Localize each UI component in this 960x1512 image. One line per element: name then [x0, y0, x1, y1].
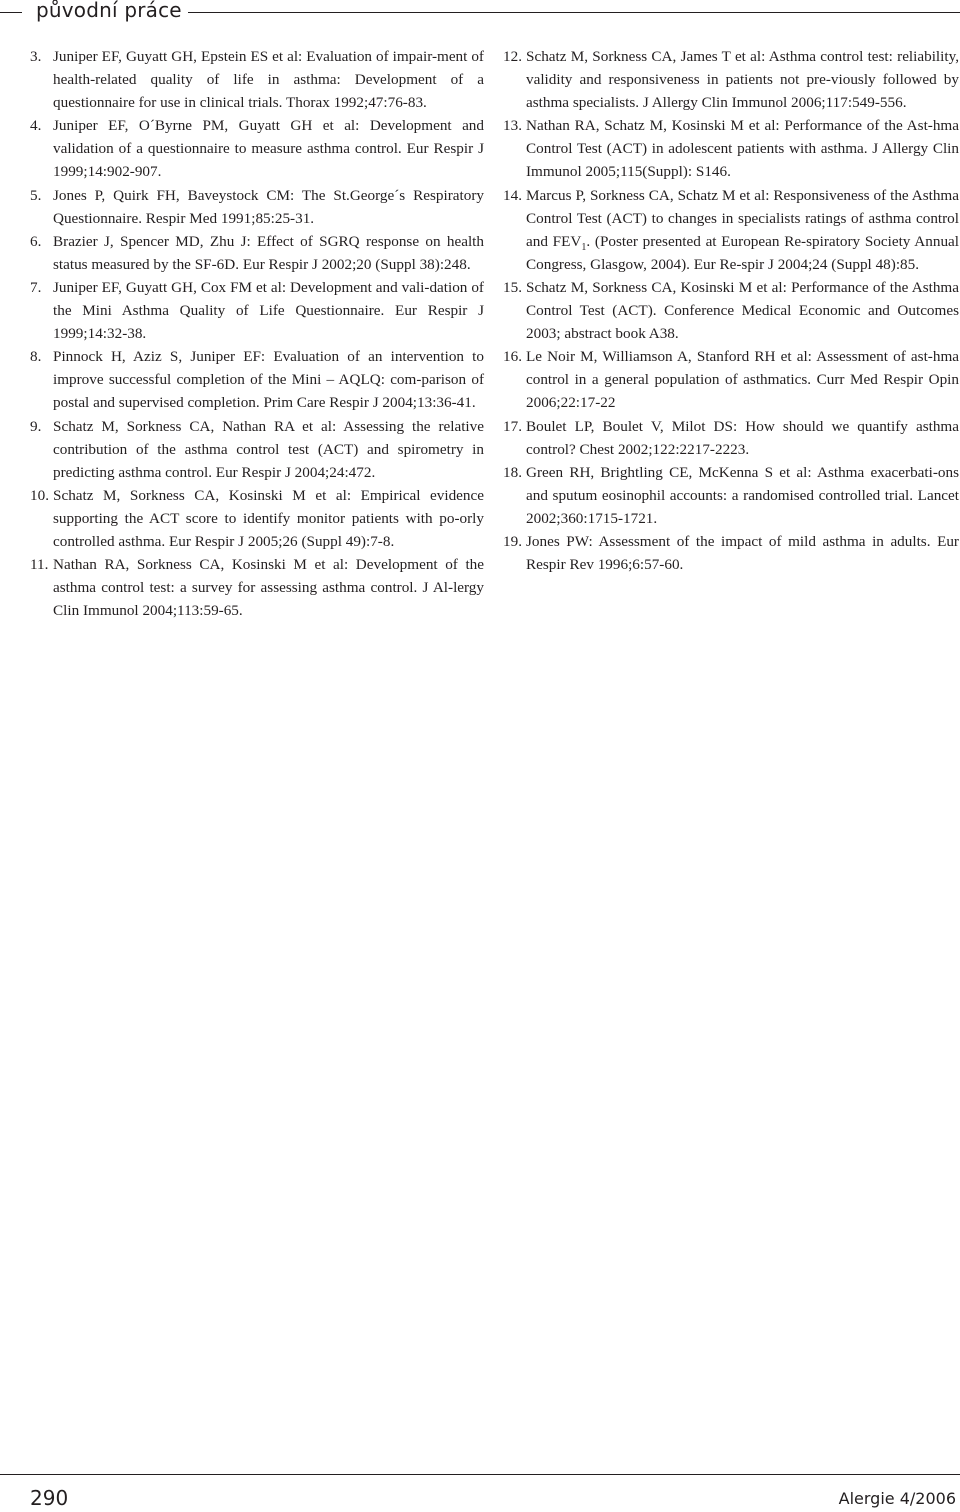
- reference-item: [30, 230, 484, 276]
- reference-text: Schatz M, Sorkness CA, Nathan RA et al: Assessing the relative contribution of the asthma control test (ACT) and spirometry in predicting asthma control. Eur Respir J 2004;24:472.: [53, 417, 484, 481]
- reference-number: 12.: [503, 48, 522, 65]
- reference-item: [30, 184, 484, 230]
- reference-text: Marcus P, Sorkness CA, Schatz M et al: Responsiveness of the Asthma Control Test (ACT) to changes in specialists ratings of asthma control and FEV: [526, 186, 959, 250]
- reference-text-continued: . (Poster presented at European Re-spiratory Society Annual Congress, Glasgow, 2004). Eur Re-spir J 2004;24 (Suppl 48):85.: [526, 232, 959, 273]
- reference-item: [503, 530, 959, 576]
- reference-number: 19.: [503, 532, 522, 550]
- running-header: [0, 0, 960, 24]
- reference-number: 15.: [503, 278, 522, 296]
- reference-number: 17.: [503, 417, 522, 435]
- reference-text: Juniper EF, Guyatt GH, Cox FM et al: Development and vali-dation of the Mini Asthma Quality of Life Questionnaire. Eur Respir J 1999;14:32-38.: [53, 278, 484, 343]
- reference-text: Schatz M, Sorkness CA, Kosinski M et al: Empirical evidence supporting the ACT score to identify monitor patients with po-orly controlled asthma. Eur Respir J 2005;26 (Suppl 49):7-8.: [53, 486, 484, 550]
- reference-item: [30, 484, 484, 553]
- reference-number: 16.: [503, 348, 522, 366]
- reference-item: [30, 276, 484, 345]
- page-number: 290: [30, 1486, 69, 1510]
- reference-number: 3.: [30, 48, 42, 65]
- reference-item: [503, 114, 959, 183]
- references-column-left: [30, 45, 484, 622]
- reference-number: 10.: [30, 486, 49, 504]
- reference-number: 6.: [30, 232, 42, 250]
- reference-item: [30, 415, 484, 484]
- reference-item: [503, 45, 959, 114]
- reference-item: [503, 276, 959, 345]
- reference-text: Nathan RA, Sorkness CA, Kosinski M et al: Development of the asthma control test: a survey for assessing asthma control. J Al-lergy Clin Immunol 2004;113:59-65.: [53, 556, 484, 620]
- journal-issue: Alergie 4/2006: [838, 1489, 956, 1508]
- reference-item: [30, 345, 484, 414]
- reference-number: 18.: [503, 463, 522, 481]
- reference-number: 11.: [30, 556, 49, 574]
- reference-number: 5.: [30, 186, 42, 204]
- reference-number: 14.: [503, 186, 522, 204]
- section-title: původní práce: [36, 0, 182, 22]
- references-column-right: [503, 45, 959, 576]
- reference-item: [503, 184, 959, 276]
- reference-number: 7.: [30, 278, 42, 296]
- reference-text: Jones P, Quirk FH, Baveystock CM: The St.George´s Respiratory Questionnaire. Respir Med 1991;85:25-31.: [53, 186, 484, 227]
- reference-item: [503, 345, 959, 414]
- reference-number: 9.: [30, 417, 42, 435]
- reference-text: Juniper EF, Guyatt GH, Epstein ES et al: Evaluation of impair-ment of health-related quality of life in asthma: Development of a questionnaire for use in clinical trials. Thorax 1992;47:76-83.: [53, 48, 484, 112]
- reference-item: [30, 114, 484, 183]
- reference-number: 13.: [503, 117, 522, 135]
- reference-text: Schatz M, Sorkness CA, Kosinski M et al: Performance of the Asthma Control Test (ACT). Conference Medical Economic and Outcomes 2003; abstract book A38.: [526, 278, 959, 343]
- reference-item: [30, 553, 484, 622]
- reference-text: Pinnock H, Aziz S, Juniper EF: Evaluation of an intervention to improve successful completion of the Mini – AQLQ: com-parison of postal and supervised completion. Prim Care Respir J 2004;13:36-41.: [53, 348, 484, 412]
- reference-item: [503, 415, 959, 461]
- reference-text: Boulet LP, Boulet V, Milot DS: How should we quantify asthma control? Chest 2002;122:2217-2223.: [526, 417, 959, 458]
- reference-text: Nathan RA, Schatz M, Kosinski M et al: Performance of the Ast-hma Control Test (ACT) in adolescent patients with asthma. J Allergy Clin Immunol 2005;115(Suppl): S146.: [526, 117, 959, 181]
- footer-rule: [0, 1474, 960, 1475]
- header-rule-left: [0, 12, 22, 13]
- reference-text: Juniper EF, O´Byrne PM, Guyatt GH et al: Development and validation of a questionnaire to measure asthma control. Eur Respir J 1999;14:902-907.: [53, 117, 484, 181]
- header-rule-right: [188, 12, 960, 13]
- reference-number: 4.: [30, 117, 42, 135]
- reference-text: Brazier J, Spencer MD, Zhu J: Effect of SGRQ response on health status measured by the SF-6D. Eur Respir J 2002;20 (Suppl 38):248.: [53, 232, 484, 273]
- reference-item: [503, 461, 959, 530]
- reference-item: [30, 45, 484, 114]
- reference-text: Jones PW: Assessment of the impact of mild asthma in adults. Eur Respir Rev 1996;6:57-60.: [526, 532, 959, 574]
- reference-text: Schatz M, Sorkness CA, James T et al: Asthma control test: reliability, validity and responsiveness in patients not pre-viously followed by asthma specialists. J Allergy Clin Immunol 2006;117:549-556.: [526, 48, 959, 112]
- fev-subscript: 1: [581, 241, 587, 253]
- reference-text: Le Noir M, Williamson A, Stanford RH et al: Assessment of ast-hma control in a general population of asthmatics. Curr Med Respir Opin 2006;22:17-22: [526, 348, 959, 412]
- reference-text: Green RH, Brightling CE, McKenna S et al: Asthma exacerbati-ons and sputum eosinophil accounts: a randomised controlled trial. Lancet 2002;360:1715-1721.: [526, 463, 959, 527]
- reference-number: 8.: [30, 348, 42, 366]
